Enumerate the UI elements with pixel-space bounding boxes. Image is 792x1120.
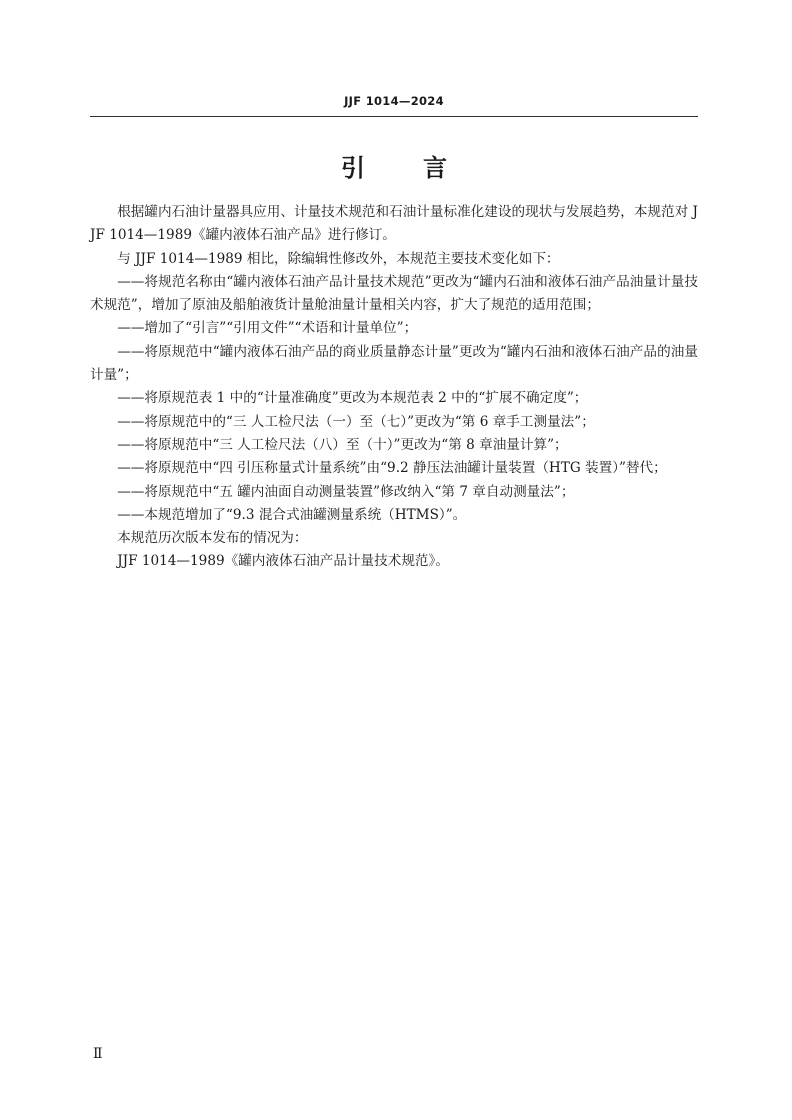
change-item: ——将原规范表 1 中的“计量准确度”更改为本规范表 2 中的“扩展不确定度”；	[117, 390, 588, 407]
paragraph-history-intro: 本规范历次版本发布的情况为：	[117, 530, 308, 547]
change-item: ——将原规范中的“三 人工检尺法（一）至（七）”更改为“第 6 章手工测量法”；	[117, 413, 595, 430]
change-item: ——本规范增加了“9.3 混合式油罐测量系统（HTMS）”。	[117, 506, 467, 523]
document-body	[90, 201, 698, 574]
change-item: ——将原规范中“四 引压称量式计量系统”由“9.2 静压法油罐计量装置（HTG 装置）”替代；	[117, 460, 667, 477]
page-number: Ⅱ	[93, 1046, 103, 1062]
paragraph-intro: 根据罐内石油计量器具应用、计量技术规范和石油计量标准化建设的现状与发展趋势，本规范对 JJF 1014—1989《罐内液体石油产品》进行修订。	[90, 204, 698, 244]
paragraph-changes-intro: 与 JJF 1014—1989 相比，除编辑性修改外，本规范主要技术变化如下：	[117, 250, 560, 267]
change-item: ——增加了“引言”“引用文件”“术语和计量单位”；	[117, 320, 418, 337]
change-item: ——将原规范中“三 人工检尺法（八）至（十）”更改为“第 8 章油量计算”；	[117, 436, 568, 453]
change-item: ——将原规范中“罐内液体石油产品的商业质量静态计量”更改为“罐内石油和液体石油产品的油量计量”；	[90, 343, 698, 384]
header-divider	[90, 116, 698, 117]
document-code-header: JJF 1014—2024	[344, 94, 444, 108]
change-item: ——将原规范中“五 罐内油面自动测量装置”修改纳入“第 7 章自动测量法”；	[117, 483, 575, 500]
change-item: ——将规范名称由“罐内液体石油产品计量技术规范”更改为“罐内石油和液体石油产品油量计量技术规范”，增加了原油及船舶液货计量舱油量计量相关内容，扩大了规范的适用范围；	[90, 273, 698, 314]
paragraph-history-item: JJF 1014—1989《罐内液体石油产品计量技术规范》。	[117, 553, 449, 570]
page-title: 引言	[341, 154, 505, 182]
